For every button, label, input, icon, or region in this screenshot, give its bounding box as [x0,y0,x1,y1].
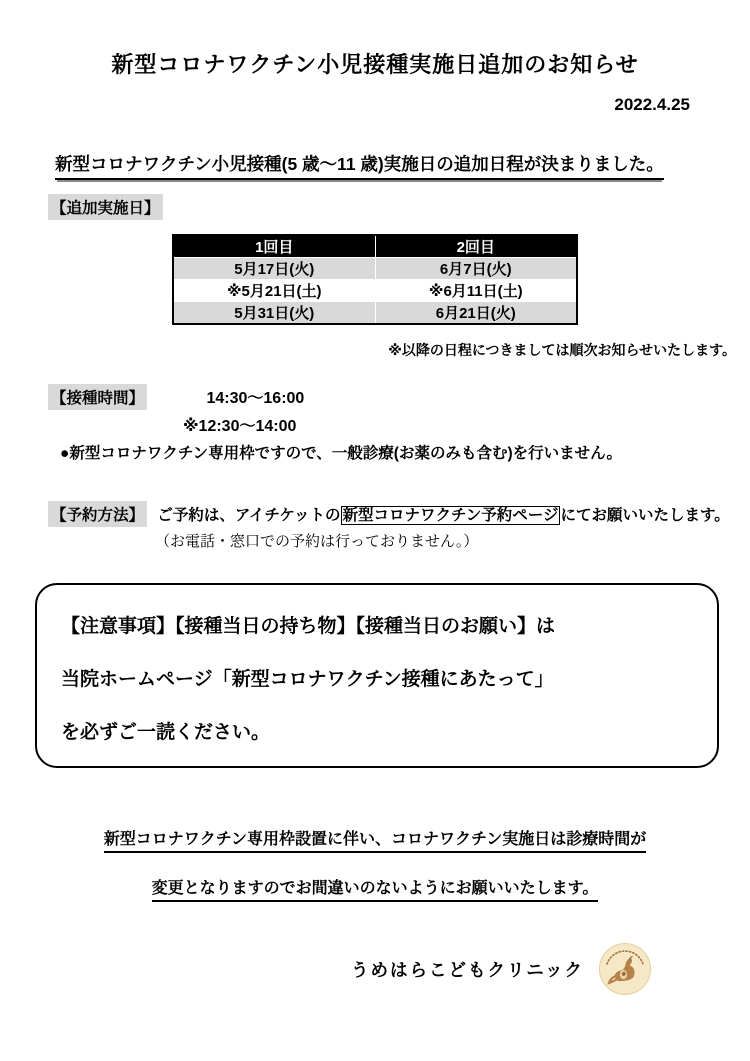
dose2-date-cell: 6月21日(火) [375,302,577,325]
dose2-date-cell: 6月7日(火) [375,258,577,280]
warning-line-2: 変更となりますのでお間違いのないようにお願いいたします。 [152,875,599,902]
notice-line-3: を必ずご一読ください。 [61,722,271,743]
column-header-dose2: 2回目 [375,235,577,258]
footer [0,942,750,996]
clinic-name: うめはらこどもクリニック [351,959,584,980]
dose2-date-cell: ※6月11日(土) [375,280,577,302]
added-dates-label: 【追加実施日】 [48,194,163,220]
reservation-page-link[interactable]: 新型コロナワクチン予約ページ [342,507,559,524]
vaccination-time-section [48,384,750,410]
reservation-text-after: にてお願いいたします。 [560,507,730,524]
notice-line-2: 当院ホームページ「新型コロナワクチン接種にあたって」 [61,669,554,690]
table-row [173,302,577,325]
table-row [173,280,577,302]
page-title: 新型コロナワクチン小児接種実施日追加のお知らせ [111,52,639,77]
document-date: 2022.4.25 [614,95,690,114]
reservation-text-before: ご予約は、アイチケットの [157,507,341,524]
table-header-row [173,235,577,258]
vaccination-time-label: 【接種時間】 [48,384,147,410]
schedule-change-warning [0,826,750,902]
dose1-date-cell: 5月31日(火) [173,302,375,325]
time-secondary: ※12:30～14:00 [183,418,297,435]
reservation-method-section [48,501,750,527]
time-primary: 14:30～16:00 [206,390,305,407]
notice-line-1: 【注意事項】【接種当日の持ち物】【接種当日のお願い】は [61,616,556,637]
warning-line-1: 新型コロナワクチン専用枠設置に伴い、コロナワクチン実施日は診療時間が [104,826,646,853]
schedule-followup-note: ※以降の日程につきましては順次お知らせいたします。 [388,342,736,358]
subtitle: 新型コロナワクチン小児接種(5 歳～11 歳)実施日の追加日程が決まりました。 [55,151,664,180]
added-dates-section [48,194,750,220]
table-row [173,258,577,280]
dedicated-slot-note: ●新型コロナワクチン専用枠ですので、一般診療(お薬のみも含む)を行いません。 [60,445,623,462]
clinic-logo-kangaroo-icon [598,942,652,996]
no-phone-reservation-note: （お電話・窓口での予約は行っておりません。） [155,533,479,550]
important-notice-box [35,583,719,768]
dose1-date-cell: 5月17日(火) [173,258,375,280]
column-header-dose1: 1回目 [173,235,375,258]
subtitle-row [55,151,750,180]
reservation-method-label: 【予約方法】 [48,501,147,527]
dose1-date-cell: ※5月21日(土) [173,280,375,302]
vaccination-schedule-table [172,234,578,325]
